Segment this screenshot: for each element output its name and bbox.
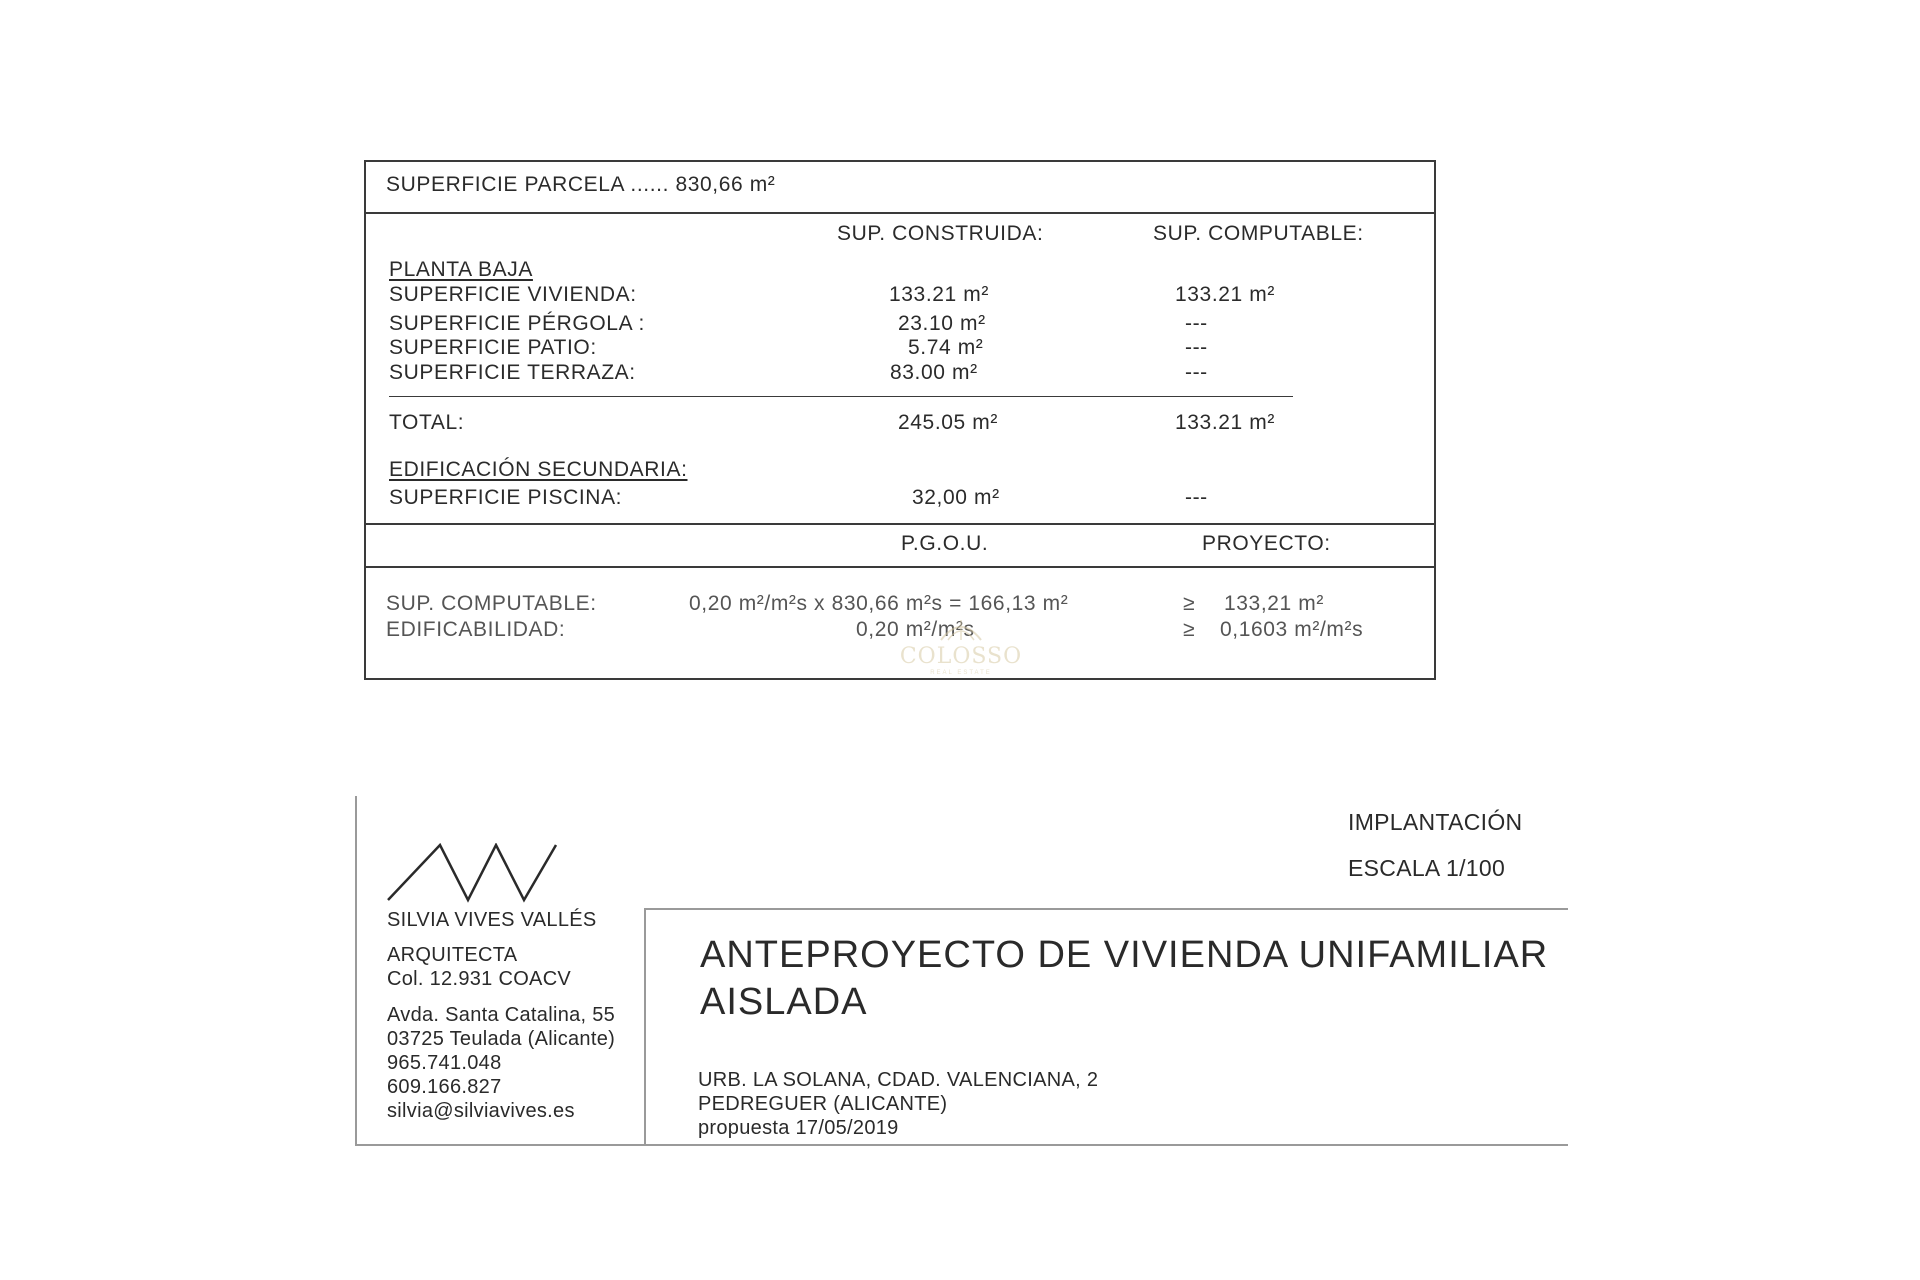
row-computable: --- bbox=[1185, 336, 1208, 359]
row-built: 5.74 m² bbox=[908, 336, 984, 359]
row-label: SUPERFICIE TERRAZA: bbox=[389, 361, 636, 384]
project-title-line-2: AISLADA bbox=[700, 981, 868, 1023]
title-block-top-border bbox=[644, 908, 1568, 910]
comparison-project: 0,1603 m²/m²s bbox=[1220, 618, 1364, 641]
col-header-computable: SUP. COMPUTABLE: bbox=[1153, 222, 1364, 245]
project-location-2: PEDREGUER (ALICANTE) bbox=[698, 1093, 948, 1115]
table-divider bbox=[366, 566, 1434, 568]
row-label: SUPERFICIE PISCINA: bbox=[389, 486, 623, 509]
row-computable: --- bbox=[1185, 361, 1208, 384]
surfaces-table bbox=[364, 160, 1436, 680]
total-label: TOTAL: bbox=[389, 411, 465, 434]
section-heading-secondary: EDIFICACIÓN SECUNDARIA: bbox=[389, 458, 688, 481]
watermark-sub: REAL ESTATE bbox=[930, 670, 992, 676]
project-date: propuesta 17/05/2019 bbox=[698, 1117, 899, 1139]
comparison-label: SUP. COMPUTABLE: bbox=[386, 592, 597, 615]
title-block-divider bbox=[644, 908, 646, 1146]
comparison-pgou: 0,20 m²/m²s x 830,66 m²s = 166,13 m² bbox=[689, 592, 1069, 615]
comparison-pgou: 0,20 m²/m²s bbox=[856, 618, 975, 641]
architect-phone-2: 609.166.827 bbox=[387, 1076, 502, 1098]
row-computable: 133.21 m² bbox=[1175, 283, 1275, 306]
col-header-built: SUP. CONSTRUIDA: bbox=[837, 222, 1044, 245]
col-header-project: PROYECTO: bbox=[1202, 532, 1331, 555]
row-label: SUPERFICIE PATIO: bbox=[389, 336, 597, 359]
architect-name: SILVIA VIVES VALLÉS bbox=[387, 909, 597, 931]
section-heading-ground-floor: PLANTA BAJA bbox=[389, 258, 533, 281]
plan-scale: ESCALA 1/100 bbox=[1348, 855, 1506, 881]
architect-college: Col. 12.931 COACV bbox=[387, 968, 572, 990]
architect-address-1: Avda. Santa Catalina, 55 bbox=[387, 1004, 616, 1026]
comparison-label: EDIFICABILIDAD: bbox=[386, 618, 566, 641]
comparison-project: 133,21 m² bbox=[1224, 592, 1324, 615]
title-block-bottom-border bbox=[355, 1144, 1568, 1146]
architect-email: silvia@silviavives.es bbox=[387, 1100, 575, 1122]
architect-address-2: 03725 Teulada (Alicante) bbox=[387, 1028, 616, 1050]
row-label: SUPERFICIE PÉRGOLA : bbox=[389, 312, 645, 335]
project-location-1: URB. LA SOLANA, CDAD. VALENCIANA, 2 bbox=[698, 1069, 1099, 1091]
architect-phone-1: 965.741.048 bbox=[387, 1052, 502, 1074]
row-built: 32,00 m² bbox=[912, 486, 1000, 509]
row-label: SUPERFICIE VIVIENDA: bbox=[389, 283, 637, 306]
row-built: 83.00 m² bbox=[890, 361, 978, 384]
title-block-left-border bbox=[355, 796, 357, 1146]
project-title-line-1: ANTEPROYECTO DE VIVIENDA UNIFAMILIAR bbox=[700, 934, 1549, 976]
architect-logo-icon bbox=[386, 843, 560, 903]
total-built: 245.05 m² bbox=[898, 411, 998, 434]
watermark-name: COLOSSO bbox=[899, 644, 1023, 669]
architect-role: ARQUITECTA bbox=[387, 944, 518, 966]
plan-name: IMPLANTACIÓN bbox=[1348, 809, 1523, 835]
row-computable: --- bbox=[1185, 312, 1208, 335]
parcel-area: SUPERFICIE PARCELA ...... 830,66 m² bbox=[386, 173, 776, 196]
row-built: 23.10 m² bbox=[898, 312, 986, 335]
comparison-sign: ≥ bbox=[1183, 618, 1196, 641]
table-divider bbox=[366, 523, 1434, 525]
total-computable: 133.21 m² bbox=[1175, 411, 1275, 434]
col-header-pgou: P.G.O.U. bbox=[901, 532, 989, 555]
row-built: 133.21 m² bbox=[889, 283, 989, 306]
table-divider bbox=[366, 212, 1434, 214]
watermark-logo bbox=[896, 610, 1026, 680]
row-computable: --- bbox=[1185, 486, 1208, 509]
total-rule bbox=[389, 396, 1293, 397]
comparison-sign: ≥ bbox=[1183, 592, 1196, 615]
